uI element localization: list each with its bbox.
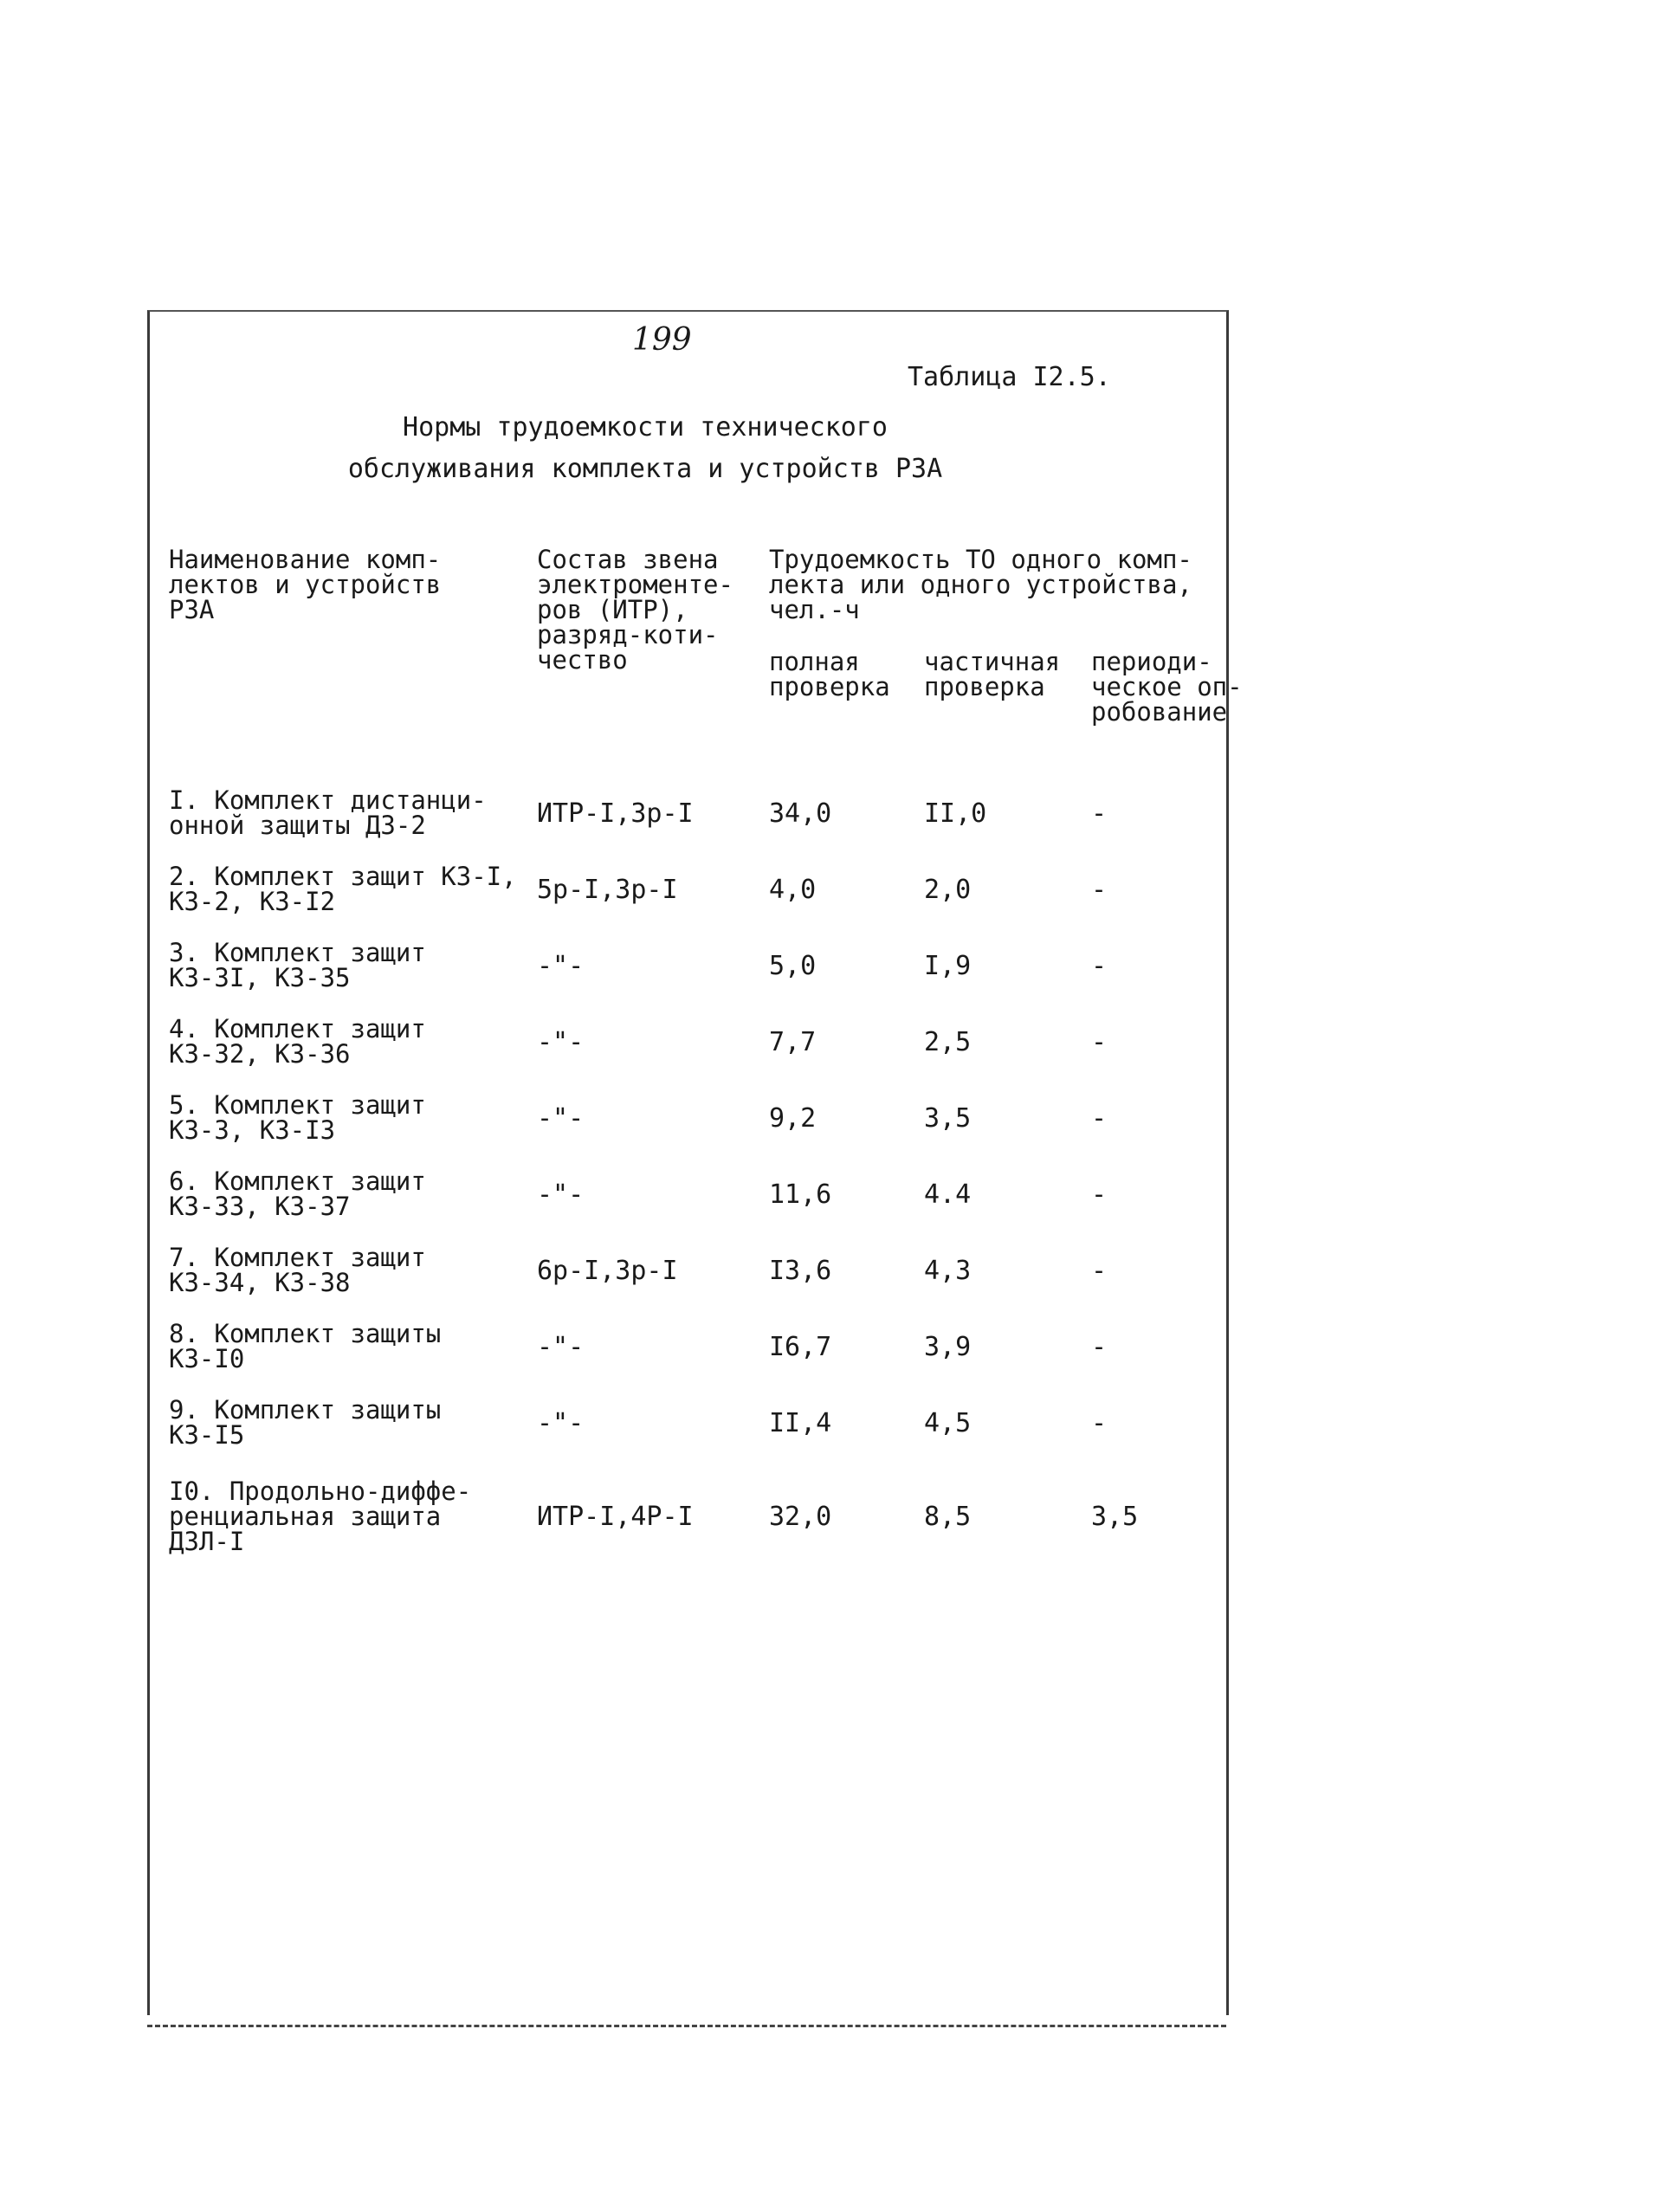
cell-crew: 5р-I,3р-I [537, 874, 678, 905]
cell-name: 2. Комплект защит КЗ-I, КЗ-2, КЗ-I2 [169, 862, 517, 916]
cell-periodic: - [1091, 1026, 1108, 1057]
cell-partial: 4,5 [924, 1407, 972, 1438]
table-row [169, 1080, 1234, 1156]
table-row [169, 1004, 1234, 1080]
cell-periodic: - [1091, 950, 1108, 981]
page-number: 199 [632, 322, 692, 358]
cell-partial: I,9 [924, 950, 972, 981]
cell-partial: 3,5 [924, 1102, 972, 1134]
table-title: Нормы трудоемкости технического обслуживания комплекта и устройств РЗА [347, 412, 943, 484]
cell-periodic: - [1091, 798, 1108, 829]
cell-full: 7,7 [769, 1026, 817, 1057]
header-partial-check: частичная проверка [924, 647, 1061, 701]
table-row [169, 927, 1234, 1004]
cell-periodic: - [1091, 1255, 1108, 1286]
cell-crew: -"- [537, 1026, 585, 1057]
header-periodic-test: периоди- ческое оп- робование [1091, 647, 1243, 727]
cell-partial: 4.4 [924, 1179, 972, 1210]
cell-full: 4,0 [769, 874, 817, 905]
table-row [169, 1385, 1234, 1461]
header-name: Наименование комп- лектов и устройств РЗА [169, 545, 442, 624]
cell-crew: -"- [537, 950, 585, 981]
cell-name: I0. Продольно-диффе- ренциальная защита ДЗЛ-I [169, 1476, 472, 1556]
cell-periodic: - [1091, 874, 1108, 905]
cell-crew: ИТР-I,3р-I [537, 798, 694, 829]
cell-full: I6,7 [769, 1331, 832, 1362]
header-crew: Состав звена электроменте- ров (ИТР), разряд-коти- чество [537, 545, 733, 675]
cell-partial: 3,9 [924, 1331, 972, 1362]
cell-periodic: - [1091, 1331, 1108, 1362]
cell-name: 8. Комплект защиты КЗ-I0 [169, 1319, 442, 1373]
cell-name: 4. Комплект защит КЗ-32, КЗ-36 [169, 1014, 426, 1069]
cell-periodic: - [1091, 1102, 1108, 1134]
cell-name: 7. Комплект защит КЗ-34, КЗ-38 [169, 1243, 426, 1297]
cell-full: 9,2 [769, 1102, 817, 1134]
cell-crew: ИТР-I,4Р-I [537, 1501, 694, 1532]
cell-full: 34,0 [769, 798, 832, 829]
cell-name: 5. Комплект защит КЗ-3, КЗ-I3 [169, 1090, 426, 1145]
cell-partial: 2,0 [924, 874, 972, 905]
cell-name: 9. Комплект защиты КЗ-I5 [169, 1395, 442, 1450]
cell-full: II,4 [769, 1407, 832, 1438]
table-row [169, 851, 1234, 927]
table-row [169, 1156, 1234, 1232]
cell-crew: -"- [537, 1179, 585, 1210]
cell-name: I. Комплект дистанци- онной защиты ДЗ-2 [169, 785, 487, 840]
table-body [169, 775, 1234, 1568]
table-row [169, 1464, 1234, 1568]
cell-crew: -"- [537, 1102, 585, 1134]
cell-partial: 2,5 [924, 1026, 972, 1057]
header-full-check: полная проверка [769, 647, 890, 701]
cell-full: I3,6 [769, 1255, 832, 1286]
cell-full: 32,0 [769, 1501, 832, 1532]
cell-partial: 8,5 [924, 1501, 972, 1532]
cell-partial: 4,3 [924, 1255, 972, 1286]
cell-name: 6. Комплект защит КЗ-33, КЗ-37 [169, 1166, 426, 1221]
cell-partial: II,0 [924, 798, 987, 829]
cell-name: 3. Комплект защит КЗ-3I, КЗ-35 [169, 938, 426, 992]
cell-full: 5,0 [769, 950, 817, 981]
header-labor: Трудоемкость ТО одного комп- лекта или одного устройства, чел.-ч [769, 545, 1192, 624]
table-row [169, 775, 1234, 851]
cell-periodic: - [1091, 1407, 1108, 1438]
cell-full: 11,6 [769, 1179, 832, 1210]
table-row [169, 1309, 1234, 1385]
frame-bottom-rule [147, 2025, 1226, 2027]
table-label: Таблица I2.5. [908, 362, 1111, 392]
cell-periodic: 3,5 [1091, 1501, 1139, 1532]
table-row [169, 1232, 1234, 1309]
cell-crew: 6р-I,3р-I [537, 1255, 678, 1286]
cell-crew: -"- [537, 1331, 585, 1362]
cell-crew: -"- [537, 1407, 585, 1438]
cell-periodic: - [1091, 1179, 1108, 1210]
